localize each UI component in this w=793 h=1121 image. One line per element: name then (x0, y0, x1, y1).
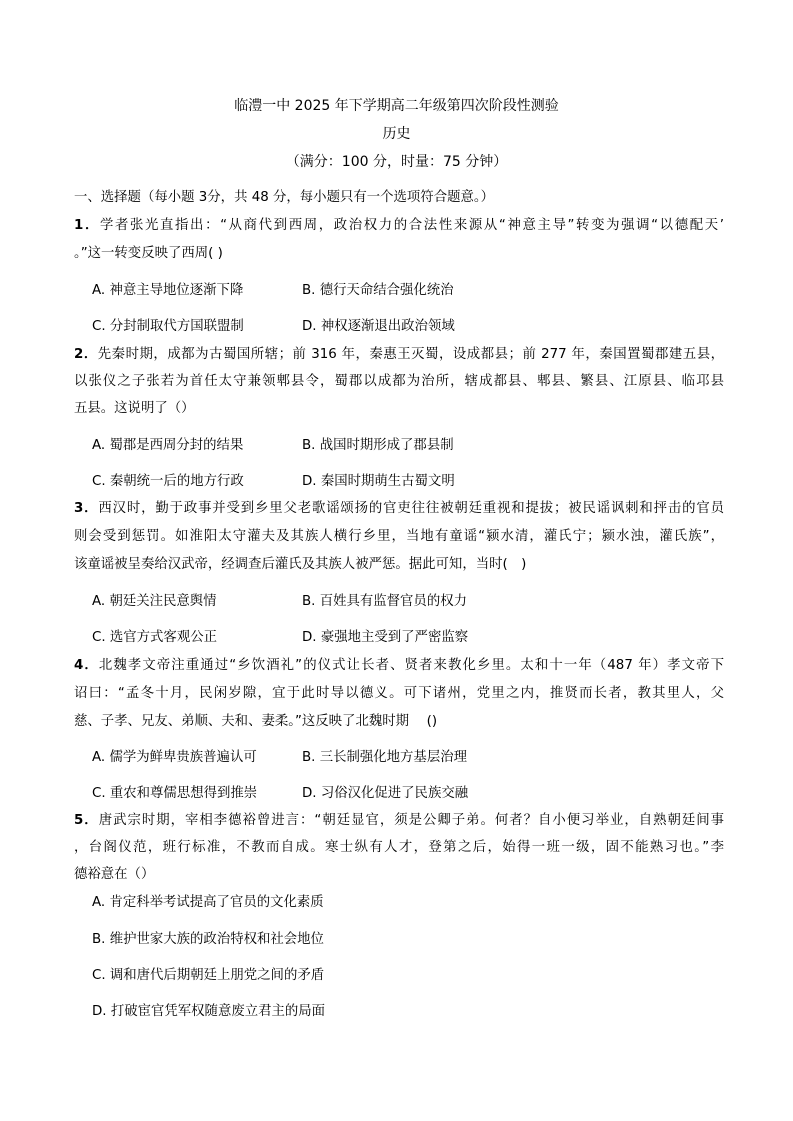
exam-info: （满分：100 分，时量：75 分钟） (285, 154, 508, 170)
question-5-option-a[interactable]: A. 肯定科举考试提高了官员的文化素质 (92, 895, 324, 910)
question-1-line-1: 1．学者张光直指出：“从商代到西周，政治权力的合法性来源从“神意主导”转变为强调“以德配天’ (74, 218, 724, 233)
question-4-line-2: 诏曰：“孟冬十月，民闲岁隙，宜于此时导以德义。可下诸州，党里之内，推贤而长者，教其里人，父 (74, 686, 724, 701)
question-2-option-c[interactable]: C. 秦朝统一后的地方行政 (92, 474, 244, 489)
question-1-option-b[interactable]: B. 德行天命结合强化统治 (302, 283, 454, 298)
question-2-number: 2． (74, 347, 98, 362)
question-1-option-d[interactable]: D. 神权逐渐退出政治领域 (302, 319, 455, 334)
question-3-line-1: 3．西汉时，勤于政事并受到乡里父老歌谣颂扬的官吏往往被朝廷重视和提拔；被民谣讽刺和抨击的官员 (74, 501, 724, 516)
question-2-option-b[interactable]: B. 战国时期形成了郡县制 (302, 438, 454, 453)
question-4-line-1: 4．北魏孝文帝注重通过“乡饮酒礼”的仪式让长者、贤者来教化乡里。太和十一年（487 年）孝文帝下 (74, 658, 724, 673)
section-heading: 一、选择题（每小题 3分，共 48 分，每小题只有一个选项符合题意。） (74, 190, 494, 205)
question-5-line-1: 5．唐武宗时期，宰相李德裕曾进言：“朝廷显官，须是公卿子弟。何者？自小便习举业，自熟朝廷间事 (74, 813, 725, 828)
question-3-option-b[interactable]: B. 百姓具有监督官员的权力 (302, 594, 467, 609)
question-5-option-d[interactable]: D. 打破宦官凭军权随意废立君主的局面 (92, 1004, 326, 1019)
question-3-option-c[interactable]: C. 选官方式客观公正 (92, 630, 217, 645)
question-2-option-d[interactable]: D. 秦国时期萌生古蜀文明 (302, 474, 455, 489)
question-2-line-3: 五县。这说明了（） (74, 401, 195, 416)
exam-title: 临澧一中 2025 年下学期高二年级第四次阶段性测验 (234, 98, 559, 114)
question-3-option-d[interactable]: D. 豪强地主受到了严密监察 (302, 630, 469, 645)
subject-title: 历史 (382, 126, 411, 142)
question-1-option-a[interactable]: A. 神意主导地位逐渐下降 (92, 283, 244, 298)
question-4-option-c[interactable]: C. 重农和尊儒思想得到推崇 (92, 786, 258, 801)
question-1-number: 1． (74, 218, 100, 233)
question-3-line-2: 则会受到惩罚。如淮阳太守灌夫及其族人横行乡里，当地有童谣“颍水清，灌氏宁；颍水浊，灌氏族”， (74, 529, 724, 544)
question-5-line-2: ，台阁仪范，班行标准，不教而自成。寒士纵有人才，登第之后，始得一班一级，固不能熟习也。”李 (74, 840, 724, 855)
question-4-line-3: 慈、子孝、兄友、弟顺、夫和、妻柔。”这反映了北魏时期 () (74, 714, 438, 729)
question-3-line-3: 该童谣被呈奏给汉武帝，经调查后灌氏及其族人被严惩。据此可知，当时( ) (74, 557, 527, 572)
question-1-line-2: 。”这一转变反映了西周( ) (74, 246, 223, 261)
question-2-option-a[interactable]: A. 蜀郡是西周分封的结果 (92, 438, 244, 453)
question-2-line-2: 以张仪之子张若为首任太守兼领郫县令，蜀郡以成都为治所，辖成都县、郫县、繁县、江原县、临邛县 (74, 374, 724, 389)
question-3-option-a[interactable]: A. 朝廷关注民意舆情 (92, 594, 217, 609)
question-1-option-c[interactable]: C. 分封制取代方国联盟制 (92, 319, 244, 334)
question-5-line-3: 德裕意在（） (74, 867, 155, 882)
question-2-line-1: 2．先秦时期，成都为古蜀国所辖；前 316 年，秦惠王灭蜀，设成都县；前 277 年，秦国置蜀郡建五县， (74, 347, 725, 362)
question-5-number: 5． (74, 813, 99, 828)
question-4-option-a[interactable]: A. 儒学为鲜卑贵族普遍认可 (92, 750, 257, 765)
question-5-option-b[interactable]: B. 维护世家大族的政治特权和社会地位 (92, 932, 324, 947)
question-5-option-c[interactable]: C. 调和唐代后期朝廷上朋党之间的矛盾 (92, 968, 325, 983)
question-4-number: 4． (74, 658, 99, 673)
question-4-option-b[interactable]: B. 三长制强化地方基层治理 (302, 750, 467, 765)
question-4-option-d[interactable]: D. 习俗汉化促进了民族交融 (302, 786, 469, 801)
question-3-number: 3． (74, 501, 99, 516)
